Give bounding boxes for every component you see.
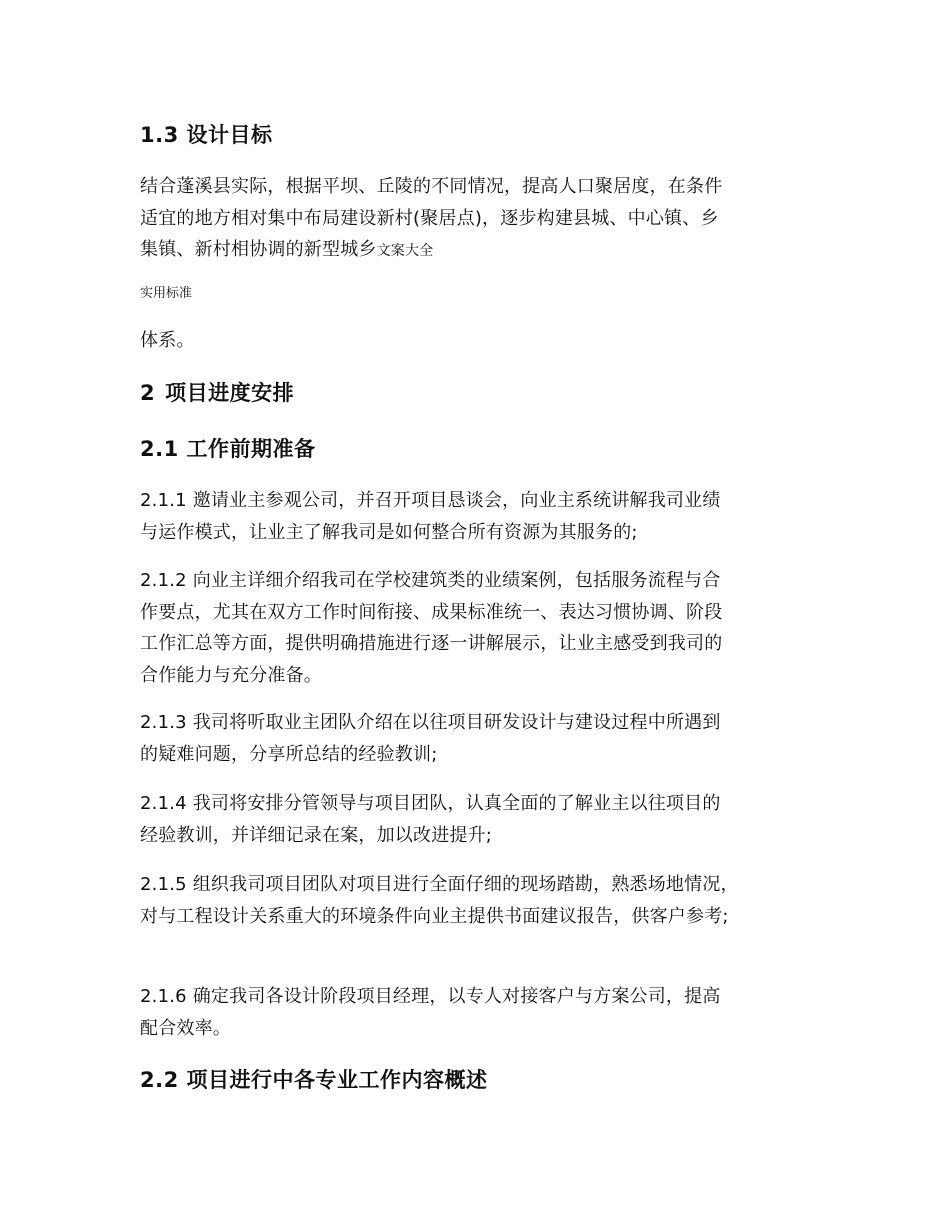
section-2-heading: [140, 378, 294, 408]
paragraph-line-with-note: [140, 234, 722, 268]
section-number: 2: [140, 381, 156, 405]
item-2-1-3: [140, 707, 721, 770]
paragraph-line-text: 集镇、新村相协调的新型城乡: [140, 239, 377, 260]
paragraph-line: 经验教训，并详细记录在案，加以改进提升;: [140, 824, 493, 846]
page-footer-label: 实用标准: [140, 286, 193, 301]
item-2-1-2: [140, 565, 722, 691]
item-2-1-6: [140, 981, 721, 1044]
paragraph-line: 作要点，尤其在双方工作时间衔接、成果标准统一、表达习惯协调、阶段: [140, 601, 723, 623]
item-2-1-1: [140, 485, 721, 548]
paragraph-line: 2.1.5 组织我司项目团队对项目进行全面仔细的现场踏勘，熟悉场地情况，: [140, 874, 739, 895]
section-1-3-paragraph-tail: 体系。: [140, 330, 195, 351]
section-2-2-heading: 2.2 项目进行中各专业工作内容概述: [140, 1068, 488, 1092]
paragraph-line: 合作能力与充分准备。: [140, 664, 322, 686]
paragraph-line: 2.1.3 我司将听取业主团队介绍在以往项目研发设计与建设过程中所遇到: [140, 712, 721, 733]
paragraph-line: 适宜的地方相对集中布局建设新村(聚居点)，逐步构建县城、中心镇、乡: [140, 207, 719, 229]
paragraph-line: 对与工程设计关系重大的环境条件向业主提供书面建议报告，供客户参考;: [140, 905, 729, 927]
item-2-1-4: [140, 788, 721, 851]
item-2-1-5: [140, 869, 739, 932]
paragraph-line: 与运作模式，让业主了解我司是如何整合所有资源为其服务的;: [140, 521, 638, 543]
paragraph-line: 2.1.6 确定我司各设计阶段项目经理，以专人对接客户与方案公司，提高: [140, 986, 721, 1007]
section-1-3-heading: 1.3 设计目标: [140, 123, 273, 147]
paragraph-line: 2.1.2 向业主详细介绍我司在学校建筑类的业绩案例，包括服务流程与合: [140, 570, 721, 591]
section-title: 项目进度安排: [165, 381, 295, 405]
paragraph-line: 2.1.1 邀请业主参观公司，并召开项目恳谈会，向业主系统讲解我司业绩: [140, 490, 721, 511]
paragraph-line: 的疑难问题，分享所总结的经验教训;: [140, 743, 438, 765]
paragraph-line: 工作汇总等方面，提供明确措施进行逐一讲解展示，让业主感受到我司的: [140, 633, 723, 654]
paragraph-line: 结合蓬溪县实际，根据平坝、丘陵的不同情况，提高人口聚居度，在条件: [140, 176, 723, 197]
paragraph-line: 配合效率。: [140, 1017, 231, 1039]
section-2-1-heading: 2.1 工作前期准备: [140, 437, 316, 461]
section-1-3-paragraph: [140, 171, 722, 268]
inline-small-note: 文案大全: [376, 243, 434, 259]
paragraph-line: 2.1.4 我司将安排分管领导与项目团队，认真全面的了解业主以往项目的: [140, 793, 721, 814]
